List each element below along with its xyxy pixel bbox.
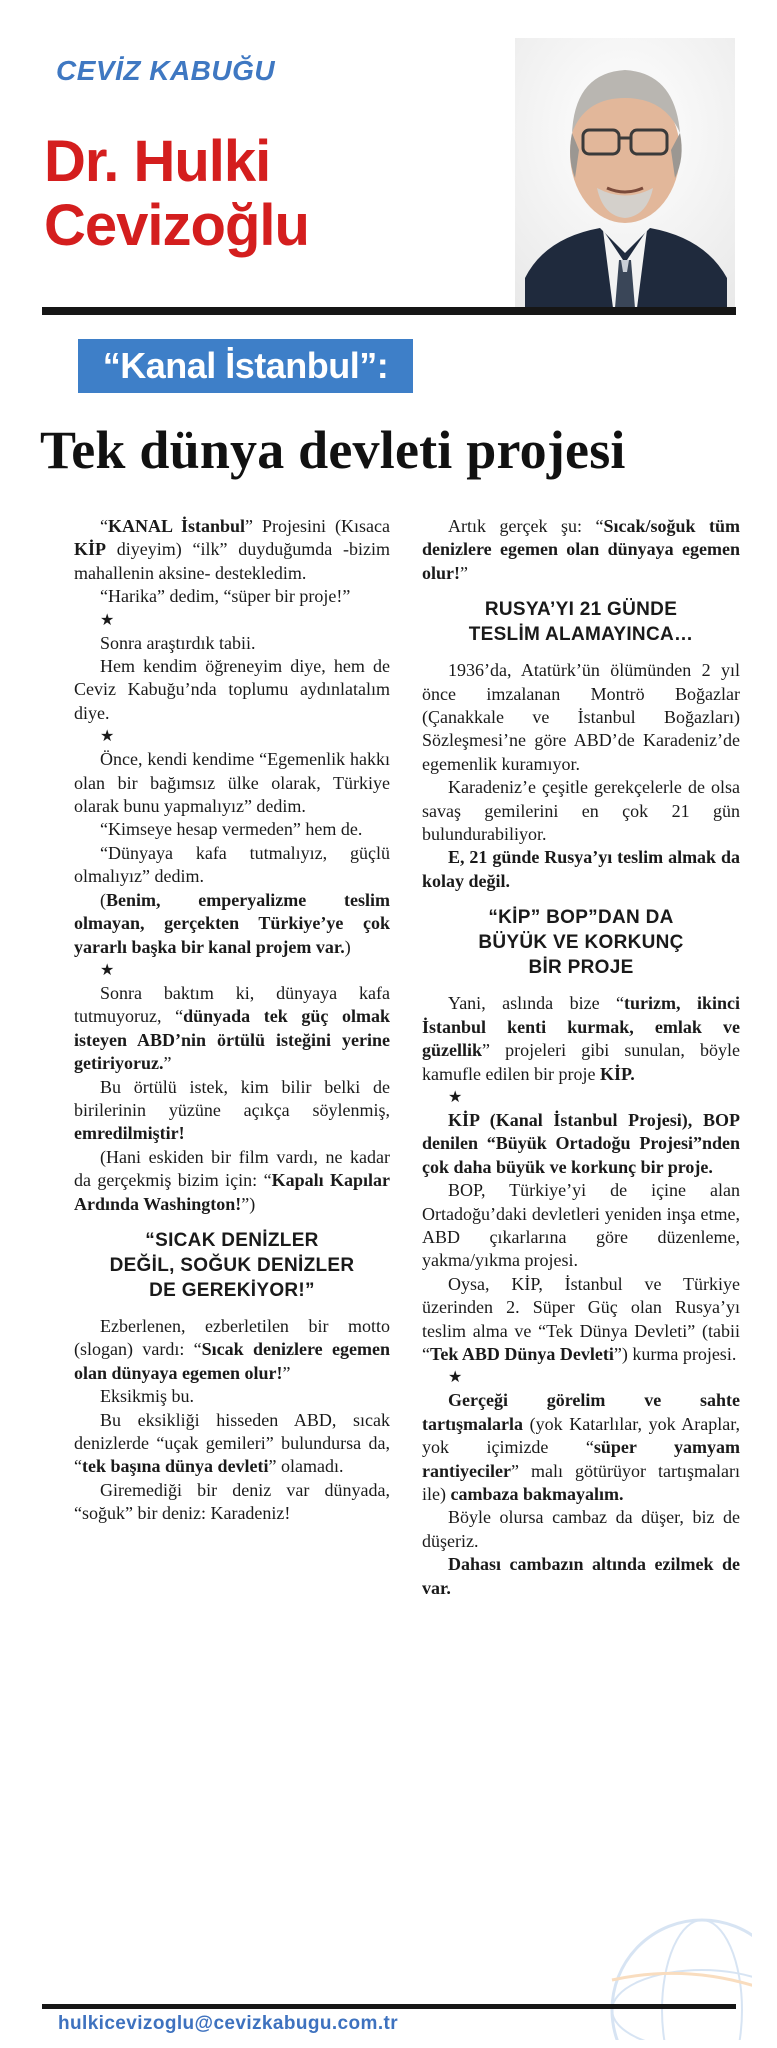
subheading-line: BÜYÜK VE KORKUNÇ: [478, 932, 684, 954]
article-paragraph: “Kimseye hesap vermeden” hem de.: [100, 819, 363, 840]
subheading-line: “SICAK DENİZLER: [145, 1229, 319, 1251]
author-first-line: Dr. Hulki: [44, 129, 271, 194]
article-paragraph: Giremediği bir deniz var dünyada, “soğuk” bir deniz: Karadeniz!: [74, 1479, 390, 1524]
article-paragraph: Hem kendim öğreneyim diye, hem de Ceviz Kabuğu’nda toplumu aydınlatalım diye.: [74, 656, 390, 723]
article-paragraph: E, 21 günde Rusya’yı teslim almak da kolay değil.: [422, 847, 740, 891]
article-paragraph: (Benim, emperyalizme teslim olmayan, gerçekten Türkiye’ye çok yararlı başka bir kanal projem var.): [74, 889, 390, 957]
right-column: [422, 515, 740, 1600]
article-paragraph: (Hani eskiden bir film vardı, ne kadar da gerçekmiş bizim için: “Kapalı Kapılar Ardında Washington!”): [74, 1146, 390, 1214]
subheading-line: TESLİM ALAMAYINCA…: [468, 624, 694, 646]
subheading-line: BİR PROJE: [528, 957, 634, 979]
article-paragraph: Ezberlenen, ezberletilen bir motto (slogan) vardı: “Sıcak denizlere egemen olan dünyaya egemen olur!”: [74, 1315, 390, 1383]
subheading-line: DE GEREKİYOR!”: [149, 1279, 315, 1301]
globe-watermark-icon: [592, 1900, 752, 2040]
left-column: [74, 515, 390, 1526]
article-paragraph: “Dünyaya kafa tutmalıyız, güçlü olmalıyız” dedim.: [74, 842, 390, 887]
bottom-rule: [42, 2004, 736, 2009]
article-paragraph: Sonra baktım ki, dünyaya kafa tutmuyoruz, “dünyada tek güç olmak isteyen ABD’nin örtülü isteğini yerine getiriyoruz.”: [74, 982, 390, 1074]
article-paragraph: Eksikmiş bu.: [100, 1386, 195, 1407]
author-name: [44, 130, 309, 258]
article-paragraph: Dahası cambazın altında ezilmek de var.: [422, 1554, 740, 1598]
author-second-line: Cevizoğlu: [44, 193, 309, 258]
article-paragraph: Böyle olursa cambaz da düşer, biz de düşeriz.: [422, 1507, 740, 1551]
article-paragraph: Bu örtülü istek, kim bilir belki de birilerinin yüzüne açıkça söylenmiş, emredilmiştir!: [74, 1076, 390, 1144]
headline: Tek dünya devleti projesi: [40, 420, 626, 480]
kicker-banner: “Kanal İstanbul”:: [78, 339, 413, 393]
article-paragraph: 1936’da, Atatürk’ün ölümünden 2 yıl önce imzalanan Montrö Boğazlar (Çanakkale ve İstanbul Boğazları) Sözleşmesi’ne göre ABD’de Karadeniz’de egemenlik kuramıyor.: [422, 660, 740, 774]
subheading: [422, 597, 740, 647]
top-rule: [42, 307, 736, 315]
subheading: [422, 905, 740, 980]
article-paragraph: KİP (Kanal İstanbul Projesi), BOP denilen “Büyük Ortadoğu Projesi”nden çok daha büyük ve korkunç bir proje.: [422, 1109, 740, 1177]
subheading: [74, 1228, 390, 1303]
article-paragraph: “KANAL İstanbul” Projesini (Kısaca KİP diyeyim) “ilk” duyduğumda -bizim mahallenin aksine- destekledim.: [74, 516, 390, 583]
subheading-line: “KİP” BOP”DAN DA: [488, 907, 674, 929]
author-email[interactable]: hulkicevizoglu@cevizkabugu.com.tr: [58, 2013, 399, 2034]
article-paragraph: Önce, kendi kendime “Egemenlik hakkı olan bir bağımsız ülke olarak, Türkiye olarak bunu yapmalıyız” dedim.: [74, 749, 390, 817]
star-separator-icon: ★: [100, 961, 115, 979]
star-separator-icon: ★: [448, 1088, 463, 1106]
article-paragraph: Bu eksikliği hisseden ABD, sıcak denizlerde “uçak gemileri” bulundursa da, “tek başına dünya devleti” olamadı.: [74, 1409, 390, 1477]
article-paragraph: Karadeniz’e çeşitle gerekçelerle de olsa savaş gemilerini en çok 21 gün bulundurabiliyor.: [422, 777, 740, 845]
article-paragraph: Artık gerçek şu: “Sıcak/soğuk tüm denizlere egemen olan dünyaya egemen olur!”: [422, 516, 740, 583]
subheading-line: DEĞİL, SOĞUK DENİZLER: [109, 1254, 355, 1276]
star-separator-icon: ★: [100, 728, 115, 746]
star-separator-icon: ★: [100, 611, 115, 629]
article-paragraph: “Harika” dedim, “süper bir proje!”: [100, 586, 351, 607]
article-paragraph: Gerçeği görelim ve sahte tartışmalarla (yok Katarlılar, yok Araplar, yok içimizde “süper yamyam rantiyeciler” malı götürüyor tartışmaları ile) cambaza bakmayalım.: [422, 1390, 740, 1504]
star-separator-icon: ★: [448, 1369, 463, 1387]
article-paragraph: Oysa, KİP, İstanbul ve Türkiye üzerinden 2. Süper Güç olan Rusya’yı teslim alma ve “Tek Dünya Devleti” (tabii “Tek ABD Dünya Devleti”) kurma projesi.: [422, 1273, 740, 1364]
article-paragraph: Yani, aslında bize “turizm, ikinci İstanbul kenti kurmak, emlak ve güzellik” projeleri gibi sunulan, böyle kamufle edilen bir proje KİP.: [422, 993, 740, 1084]
author-photo: [515, 38, 735, 308]
article-paragraph: Sonra araştırdık tabii.: [100, 632, 256, 653]
article-paragraph: BOP, Türkiye’yi de içine alan Ortadoğu’daki devletleri yeniden inşa etme, ABD çıkarlarına göre düzenleme, yakma/yıkma projesi.: [422, 1180, 740, 1271]
section-title: CEVİZ KABUĞU: [56, 55, 276, 86]
subheading-line: RUSYA’YI 21 GÜNDE: [484, 599, 678, 621]
